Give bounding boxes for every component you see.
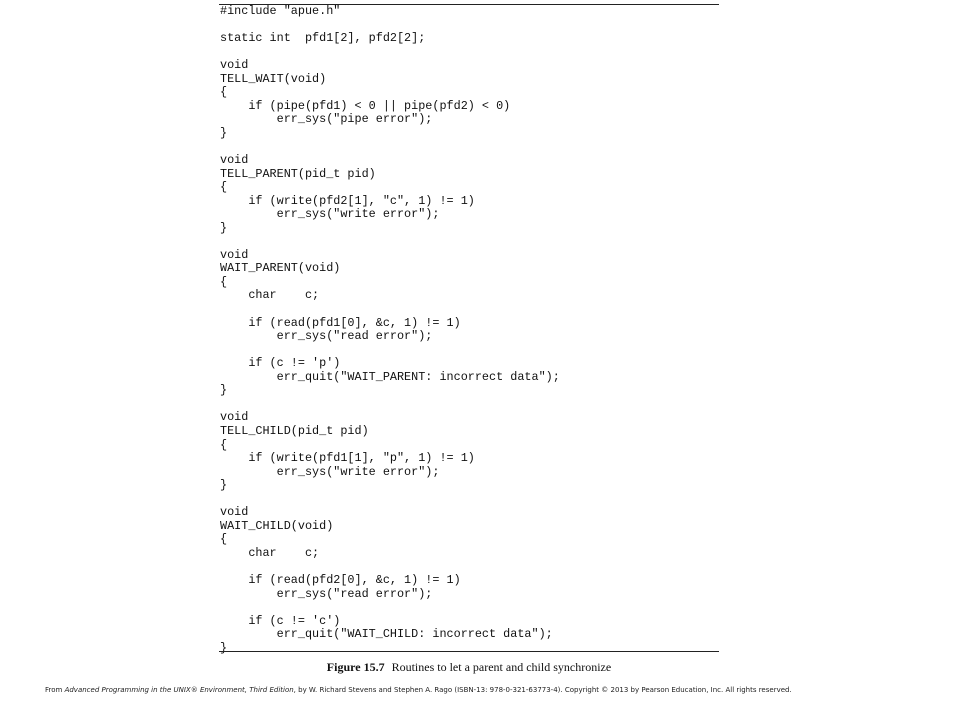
code-line: if (read(pfd1[0], &c, 1) != 1) [220,315,461,330]
code-line [220,398,560,412]
code-line [220,235,560,249]
code-line: TELL_CHILD(pid_t pid) [220,423,369,438]
code-line: TELL_WAIT(void) [220,71,327,86]
code-line: WAIT_PARENT(void) [220,261,341,276]
code-line: void [220,153,249,168]
code-line: } [220,478,228,493]
code-line: { [220,532,228,547]
code-line [220,19,560,33]
bottom-rule [219,651,719,652]
code-line: void [220,505,249,520]
figure-caption [219,660,719,675]
code-line: WAIT_CHILD(void) [220,518,334,533]
code-line: if (write(pfd2[1], "c", 1) != 1) [220,193,475,208]
code-line: err_sys("write error"); [220,464,440,479]
source-suffix: , by W. Richard Stevens and Stephen A. Rago (ISBN-13: 978-0-321-63773-4). Copyright © 2013 by Pearson Education, Inc. All rights reserved. [293,686,792,694]
code-line: } [220,125,228,140]
code-line: err_sys("read error"); [220,329,433,344]
code-line [220,46,560,60]
code-line: if (pipe(pfd1) < 0 || pipe(pfd2) < 0) [220,98,511,113]
code-line: err_sys("pipe error"); [220,112,433,127]
code-line: char c; [220,288,320,303]
source-book-title: Advanced Programming in the UNIX® Environment, Third Edition [64,686,294,694]
figure-caption-label: Figure 15.7 [326,660,385,674]
code-line: void [220,410,249,425]
code-line: char c; [220,545,320,560]
code-line: void [220,58,249,73]
code-line [220,303,560,317]
code-line: { [220,274,228,289]
code-line: { [220,437,228,452]
code-line: #include "apue.h" [220,4,341,18]
code-line: if (write(pfd1[1], "p", 1) != 1) [220,451,475,466]
code-line: { [220,180,228,195]
code-line [220,140,560,154]
code-line: err_sys("write error"); [220,207,440,222]
code-line: static int pfd1[2], pfd2[2]; [220,31,426,46]
code-line [220,493,560,507]
source-attribution [45,686,792,694]
code-listing [220,5,560,655]
code-line: TELL_PARENT(pid_t pid) [220,166,376,181]
code-line: err_quit("WAIT_PARENT: incorrect data"); [220,369,560,384]
code-line: } [220,383,228,398]
code-line [220,560,560,574]
code-line: void [220,247,249,262]
code-line [220,344,560,358]
source-prefix: From [45,686,65,694]
code-line: } [220,220,228,235]
code-line: } [220,640,228,655]
code-line: if (c != 'p') [220,356,341,371]
code-line: { [220,85,228,100]
code-line: if (c != 'c') [220,613,341,628]
code-line: err_sys("read error"); [220,586,433,601]
figure-caption-text: Routines to let a parent and child synchronize [391,660,612,674]
code-line: err_quit("WAIT_CHILD: incorrect data"); [220,627,553,642]
code-line: if (read(pfd2[0], &c, 1) != 1) [220,572,461,587]
code-line [220,601,560,615]
